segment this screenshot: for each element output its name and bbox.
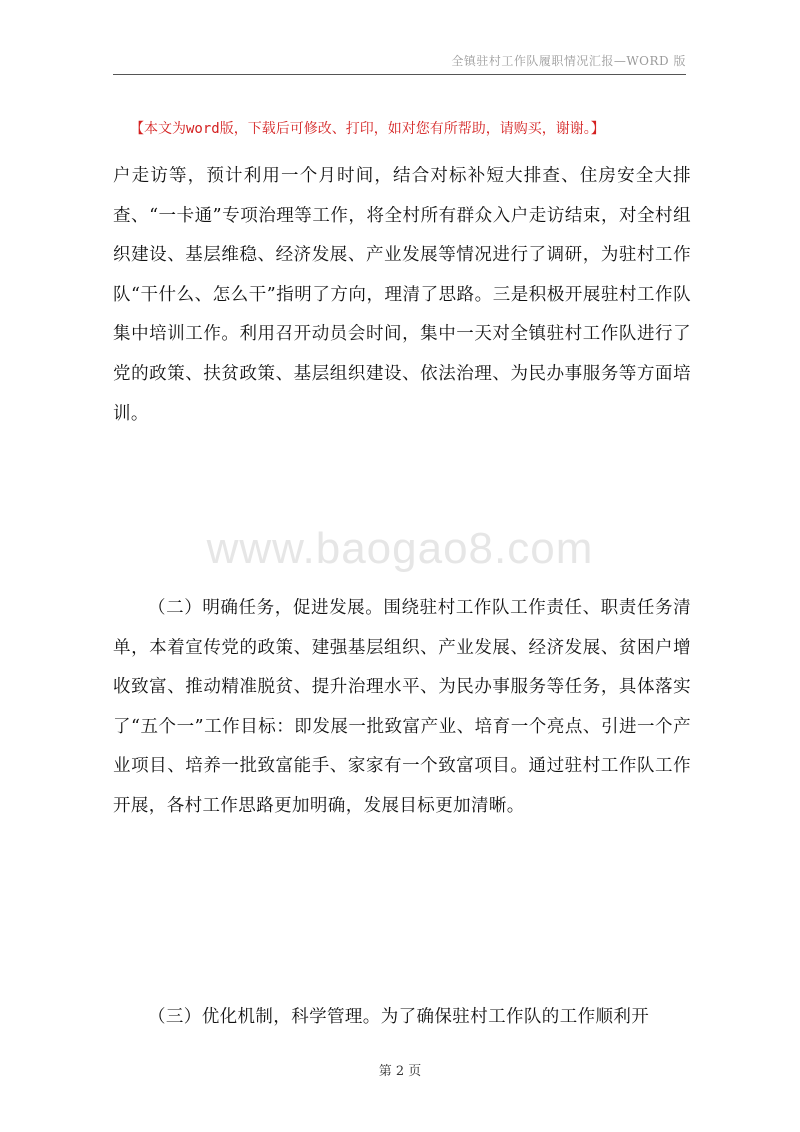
header-divider [113, 74, 686, 75]
page-number: 第 2 页 [378, 1064, 422, 1079]
purchase-notice: 【本文为word版，下载后可修改、打印，如对您有所帮助，请购买，谢谢。】 [130, 121, 605, 137]
watermark-text: www.baogao8.com [206, 524, 594, 573]
body-paragraph: （二）明确任务，促进发展。围绕驻村工作队工作责任、职责任务清单，本着宣传党的政策、建强基层组织、产业发展、经济发展、贫困户增收致富、推动精准脱贫、提升治理水平、为民办事服务等任务，具体落实了“五个一”工作目标：即发展一批致富产业、培育一个亮点、引进一个产业项目、培养一批致富能手、家家有一个致富项目。通过驻村工作队工作开展，各村工作思路更加明确，发展目标更加清晰。 [113, 598, 691, 816]
body-paragraph: （三）优化机制，科学管理。为了确保驻村工作队的工作顺利开 [148, 1007, 650, 1027]
page-header-title: 全镇驻村工作队履职情况汇报—WORD 版 [451, 54, 686, 68]
body-paragraph: 户走访等，预计利用一个月时间，结合对标补短大排查、住房安全大排查、“一卡通”专项治理等工作，将全村所有群众入户走访结束，对全村组织建设、基层维稳、经济发展、产业发展等情况进行了调研，为驻村工作队“干什么、怎么干”指明了方向，理清了思路。三是积极开展驻村工作队集中培训工作。利用召开动员会时间，集中一天对全镇驻村工作队进行了党的政策、扶贫政策、基层组织建设、依法治理、为民办事服务等方面培训。 [113, 166, 691, 424]
